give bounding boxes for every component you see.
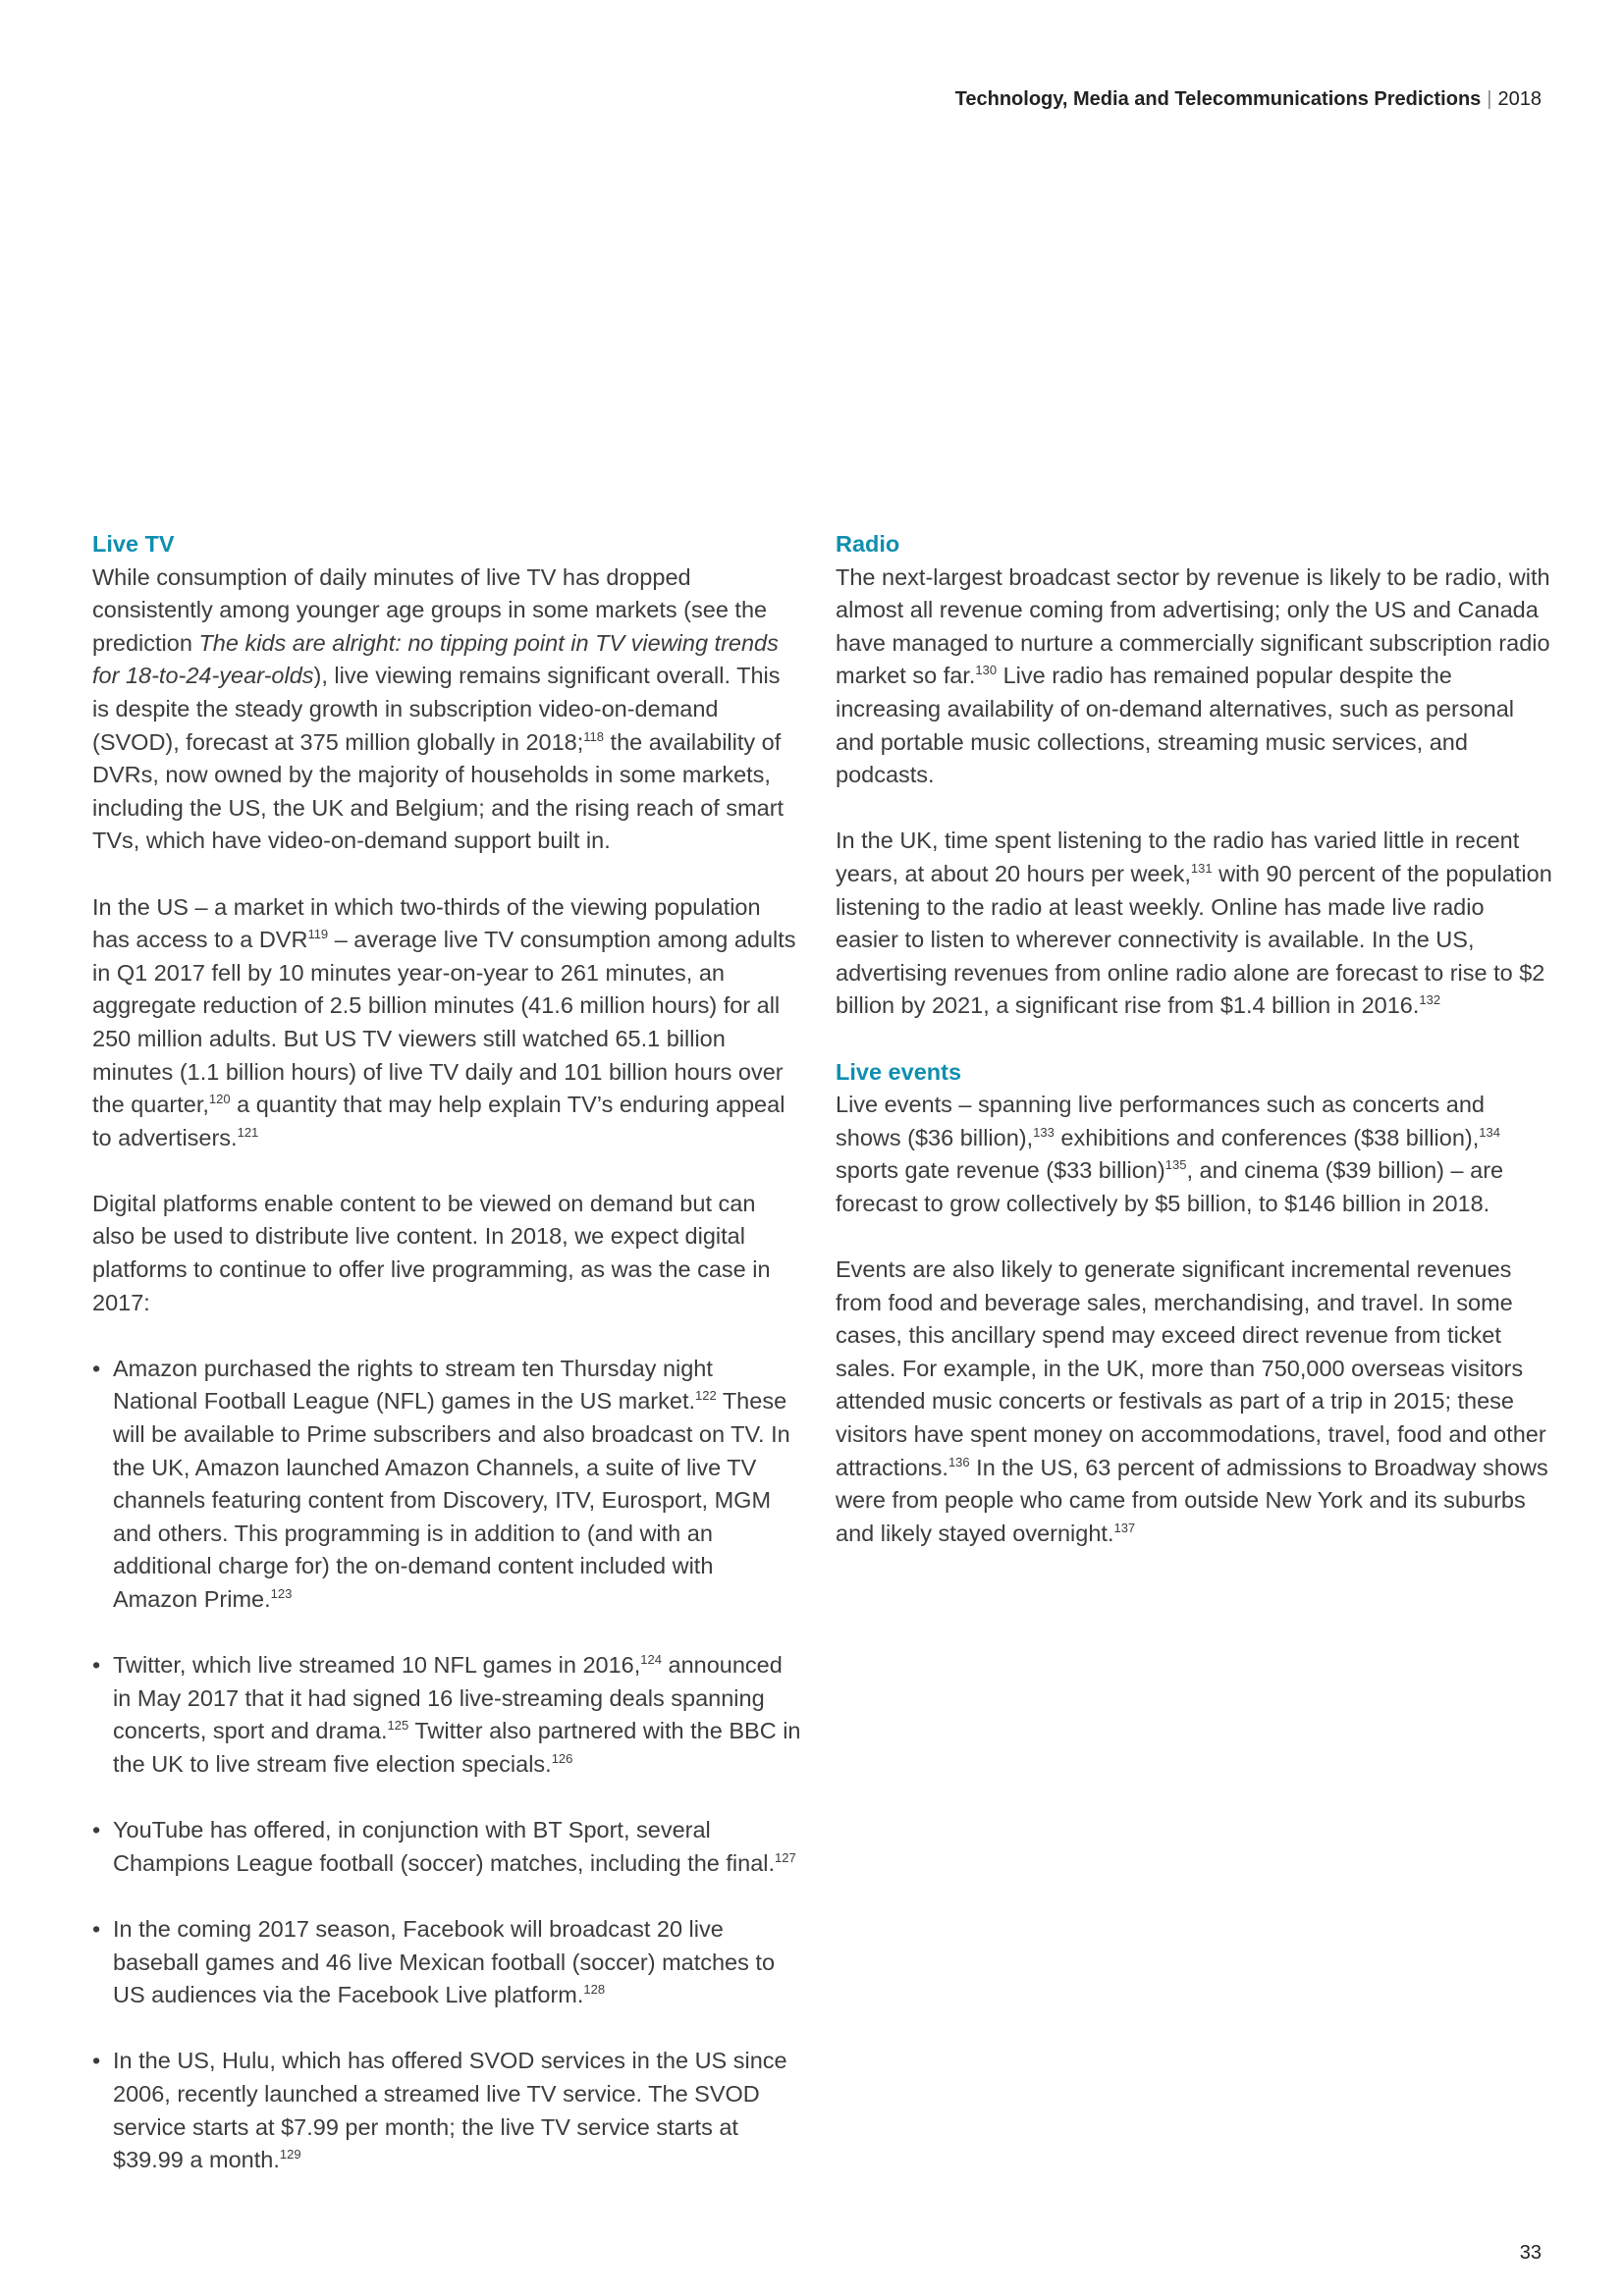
footnote-ref[interactable]: 133: [1033, 1124, 1055, 1140]
text-run: Twitter, which live streamed 10 NFL games in 2016,: [113, 1652, 641, 1679]
text-run: Amazon purchased the rights to stream ten Thursday night National Football League (NFL) games in the US market.: [113, 1355, 713, 1415]
radio-heading: Radio: [836, 531, 900, 557]
footnote-ref[interactable]: 128: [583, 1982, 606, 1998]
text-run: , and cinema ($39 billion) – are forecast to grow collectively by $5 billion, to $146 billion in 2018.: [836, 1157, 1504, 1216]
list-item: [92, 2045, 801, 2176]
text-run: While consumption of daily minutes of live TV has dropped consistently among younger age groups in some markets (see the prediction: [92, 563, 768, 656]
text-run: – average live TV consumption among adults in Q1 2017 fell by 10 minutes year-on-year to 261 minutes, an aggregate reduction of 2.5 billion minutes (41.6 million hours) for all 250 million adults. But US TV viewers still watched 65.1 billion minutes (1.1 billion hours) of live TV daily and 101 billion hours over the quarter,: [92, 927, 796, 1118]
footnote-ref[interactable]: 119: [307, 927, 329, 942]
report-year: 2018: [1497, 88, 1542, 110]
footnote-ref[interactable]: 118: [583, 728, 605, 744]
text-run: In the US, Hulu, which has offered SVOD services in the US since 2006, recently launched a streamed live TV service. The SVOD service starts at $7.99 per month; the live TV service starts at $39.99 a month.: [113, 2048, 787, 2173]
footnote-ref[interactable]: 126: [551, 1751, 573, 1767]
text-run: sports gate revenue ($33 billion): [836, 1157, 1165, 1184]
text-run: YouTube has offered, in conjunction with BT Sport, several Champions League football (soccer) matches, including the final.: [113, 1817, 776, 1876]
report-title: Technology, Media and Telecommunications Predictions: [954, 88, 1482, 110]
footnote-ref[interactable]: 134: [1479, 1124, 1500, 1140]
live-events-paragraph-2: [836, 1254, 1552, 1550]
footnote-ref[interactable]: 121: [237, 1124, 259, 1140]
text-run: In the coming 2017 season, Facebook will broadcast 20 live baseball games and 46 live Mexican football (soccer) matches to US audiences via the Facebook Live platform.: [113, 1915, 776, 2008]
text-run: The next-largest broadcast sector by revenue is likely to be radio, with almost all revenue coming from advertising; only the US and Canada have managed to nurture a commercially significant subscription radio market so far.: [836, 563, 1550, 689]
radio-paragraph-2: [836, 825, 1552, 1023]
live-events-paragraph-1: [836, 1089, 1552, 1220]
list-item: [92, 1649, 801, 1781]
footnote-ref[interactable]: 131: [1190, 861, 1213, 877]
text-run: Twitter also partnered with the BBC in the UK to live stream five election specials.: [113, 1718, 801, 1777]
footnote-ref[interactable]: 135: [1164, 1157, 1187, 1173]
footnote-ref[interactable]: 127: [775, 1849, 796, 1865]
text-run: Live events – spanning live performances such as concerts and shows ($36 billion),: [836, 1092, 1485, 1150]
digital-platforms-list: [92, 1353, 801, 2177]
footnote-ref[interactable]: 120: [208, 1092, 231, 1107]
live-tv-paragraph-3: Digital platforms enable content to be viewed on demand but can also be used to distribute live content. In 2018, we expect digital platforms to continue to offer live programming, as was the case in 2017:: [92, 1190, 771, 1315]
footnote-ref[interactable]: 137: [1113, 1520, 1136, 1535]
running-header: [955, 88, 1542, 111]
footnote-ref[interactable]: 123: [270, 1586, 293, 1602]
text-run: These will be available to Prime subscribers and also broadcast on TV. In the UK, Amazon launched Amazon Channels, a suite of live TV channels featuring content from Discovery, ITV, Eurosport, MGM and others. This programming is in addition to (and with an additional charge for) the on-demand content included with Amazon Prime.: [113, 1388, 790, 1612]
right-column: [836, 528, 1552, 1583]
page-number: 33: [1519, 2242, 1542, 2264]
header-separator: |: [1487, 88, 1492, 110]
text-run: Live radio has remained popular despite the increasing availability of on-demand alternatives, such as personal and portable music collections, streaming music services, and podcasts.: [836, 663, 1515, 788]
footnote-ref[interactable]: 124: [640, 1652, 662, 1668]
list-item: [92, 1814, 801, 1880]
list-item: [92, 1353, 801, 1617]
text-run: In the UK, time spent listening to the radio has varied little in recent years, at about 20 hours per week,: [836, 828, 1520, 886]
text-run: announced in May 2017 that it had signed 16 live-streaming deals spanning concerts, sport and drama.: [113, 1652, 783, 1744]
text-run: with 90 percent of the population listening to the radio at least weekly. Online has made live radio easier to listen to wherever connectivity is available. In the US, advertising revenues from online radio alone are forecast to rise to $2 billion by 2021, a significant rise from $1.4 billion in 2016.: [836, 860, 1552, 1019]
live-tv-paragraph-2: [92, 891, 801, 1155]
text-run: Events are also likely to generate significant incremental revenues from food and beverage sales, merchandising, and travel. In some cases, this ancillary spend may exceed direct revenue from ticket sales. For example, in the UK, more than 750,000 overseas visitors attended music concerts or festivals as part of a trip in 2015; these visitors have spent money on accommodations, travel, food and other attractions.: [836, 1256, 1546, 1480]
footnote-ref[interactable]: 132: [1419, 992, 1441, 1008]
text-run: In the US, 63 percent of admissions to Broadway shows were from people who came from outside New York and its suburbs and likely stayed overnight.: [836, 1454, 1548, 1546]
live-tv-paragraph-1: [92, 561, 801, 858]
footnote-ref[interactable]: 136: [947, 1454, 970, 1469]
footnote-ref[interactable]: 125: [387, 1718, 409, 1734]
text-run: exhibitions and conferences ($38 billion),: [1054, 1124, 1480, 1150]
text-run: In the US – a market in which two-thirds of the viewing population has access to a DVR: [92, 893, 761, 953]
left-column: [92, 528, 801, 2210]
text-run: the availability of DVRs, now owned by the majority of households in some markets, including the US, the UK and Belgium; and the rising reach of smart TVs, which have video-on-demand support built in.: [92, 728, 785, 854]
prediction-reference-link: The kids are alright: no tipping point in TV viewing trends for 18-to-24-year-olds: [92, 629, 779, 689]
live-tv-heading: Live TV: [92, 531, 175, 557]
text-run: a quantity that may help explain TV’s enduring appeal to advertisers.: [92, 1092, 785, 1150]
footnote-ref[interactable]: 130: [975, 663, 998, 678]
radio-paragraph-1: [836, 561, 1552, 792]
text-run: ), live viewing remains significant overall. This is despite the steady growth in subscription video-on-demand (SVOD), forecast at 375 million globally in 2018;: [92, 663, 781, 755]
footnote-ref[interactable]: 122: [695, 1388, 717, 1404]
footnote-ref[interactable]: 129: [279, 2147, 301, 2163]
live-events-heading: Live events: [836, 1058, 962, 1085]
list-item: [92, 1913, 801, 2012]
